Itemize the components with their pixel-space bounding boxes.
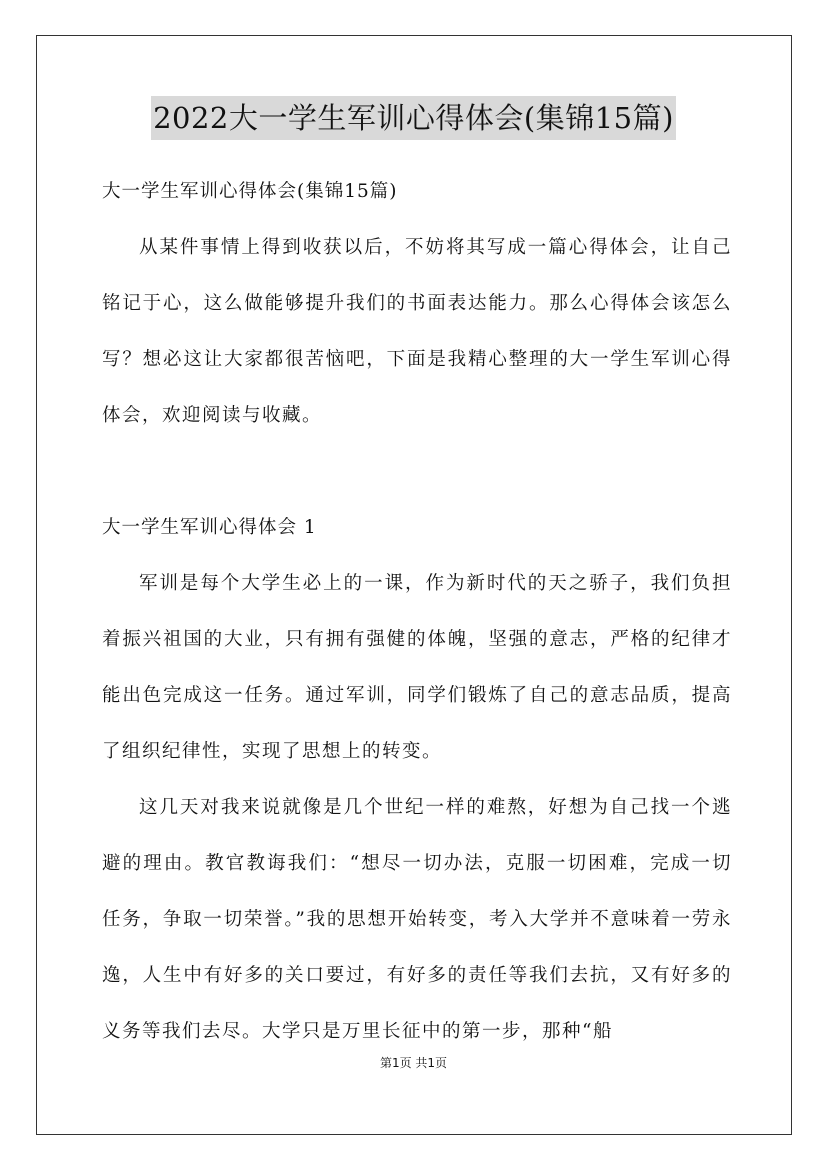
intro-paragraph: 从某件事情上得到收获以后，不妨将其写成一篇心得体会，让自己铭记于心，这么做能够提升我们的书面表达能力。那么心得体会该怎么写？想必这让大家都很苦恼吧，下面是我精心整理的大一学生军训心得体会，欢迎阅读与收藏。	[102, 237, 732, 426]
page-footer: 第1页 共1页	[379, 1056, 448, 1070]
paragraph-spacer	[102, 444, 732, 500]
body-paragraph: 这几天对我来说就像是几个世纪一样的难熬，好想为自己找一个逃避的理由。教官教诲我们：“想尽一切办法，克服一切困难，完成一切任务，争取一切荣誉。”我的思想开始转变，考入大学并不意味着一劳永逸，人生中有好多的关口要过，有好多的责任等我们去抗，又有好多的义务等我们去尽。大学只是万里长征中的第一步，那种“船	[102, 797, 732, 1042]
body-paragraph: 军训是每个大学生必上的一课，作为新时代的天之骄子，我们负担着振兴祖国的大业，只有拥有强健的体魄，坚强的意志，严格的纪律才能出色完成这一任务。通过军训，同学们锻炼了自己的意志品质，提高了组织纪律性，实现了思想上的转变。	[102, 573, 732, 762]
document-title: 2022大一学生军训心得体会(集锦15篇)	[151, 96, 676, 140]
section-heading: 大一学生军训心得体会 1	[102, 517, 317, 538]
title-container	[0, 96, 827, 140]
document-body	[102, 164, 732, 1060]
document-subtitle: 大一学生军训心得体会(集锦15篇)	[102, 181, 398, 202]
